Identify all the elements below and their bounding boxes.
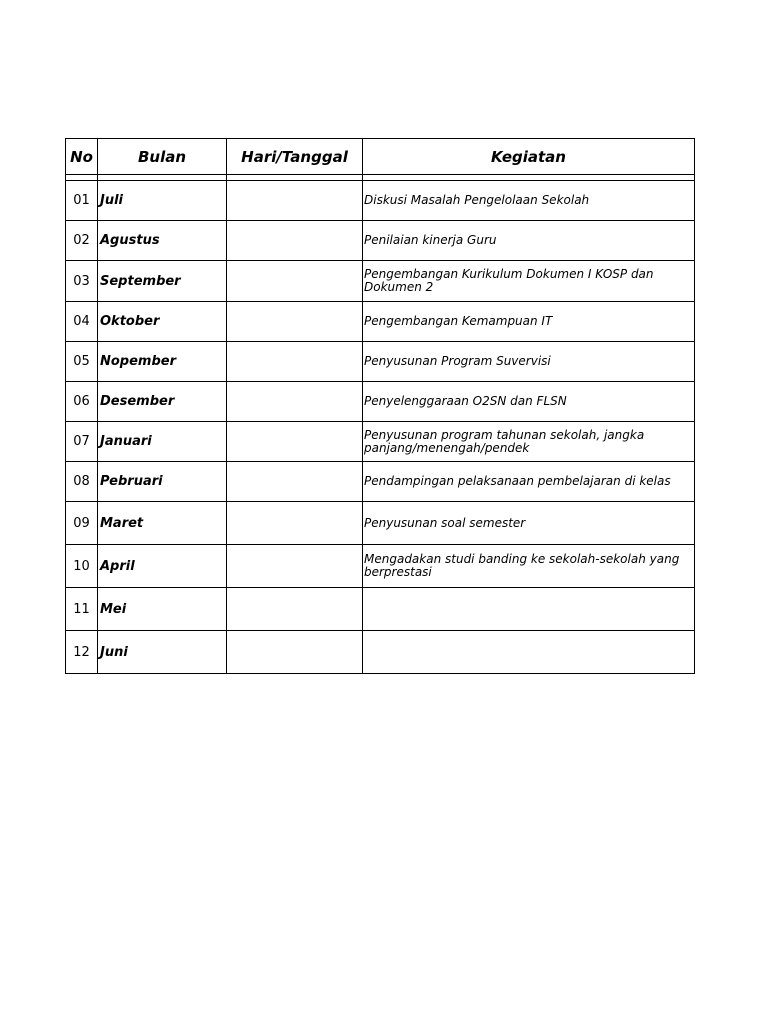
row-no: 03 xyxy=(66,261,98,302)
row-no: 05 xyxy=(66,342,98,382)
header-kegiatan: Kegiatan xyxy=(363,139,695,175)
row-kegiatan: Pengembangan Kemampuan IT xyxy=(363,302,695,342)
table-row xyxy=(66,588,695,631)
table-row xyxy=(66,545,695,588)
row-hari-tanggal xyxy=(227,588,363,631)
table-row xyxy=(66,221,695,261)
row-hari-tanggal xyxy=(227,342,363,382)
row-hari-tanggal xyxy=(227,181,363,221)
row-kegiatan: Penyusunan program tahunan sekolah, jangka panjang/menengah/pendek xyxy=(363,422,695,462)
table-row xyxy=(66,382,695,422)
table-row xyxy=(66,181,695,221)
row-kegiatan: Pendampingan pelaksanaan pembelajaran di kelas xyxy=(363,462,695,502)
row-no: 09 xyxy=(66,502,98,545)
row-no: 12 xyxy=(66,631,98,674)
row-hari-tanggal xyxy=(227,631,363,674)
row-kegiatan xyxy=(363,588,695,631)
row-bulan: Oktober xyxy=(98,302,227,342)
row-kegiatan xyxy=(363,631,695,674)
row-bulan: Agustus xyxy=(98,221,227,261)
row-hari-tanggal xyxy=(227,462,363,502)
table-row xyxy=(66,502,695,545)
row-bulan: Juli xyxy=(98,181,227,221)
row-hari-tanggal xyxy=(227,221,363,261)
row-no: 04 xyxy=(66,302,98,342)
table-row xyxy=(66,302,695,342)
row-no: 07 xyxy=(66,422,98,462)
row-no: 08 xyxy=(66,462,98,502)
table-header-row xyxy=(66,139,695,175)
row-hari-tanggal xyxy=(227,545,363,588)
row-kegiatan: Mengadakan studi banding ke sekolah-sekolah yang berprestasi xyxy=(363,545,695,588)
row-kegiatan: Penyusunan Program Suvervisi xyxy=(363,342,695,382)
row-bulan: Desember xyxy=(98,382,227,422)
row-hari-tanggal xyxy=(227,261,363,302)
row-bulan: Nopember xyxy=(98,342,227,382)
row-hari-tanggal xyxy=(227,302,363,342)
table-row xyxy=(66,261,695,302)
row-no: 01 xyxy=(66,181,98,221)
row-hari-tanggal xyxy=(227,382,363,422)
row-hari-tanggal xyxy=(227,502,363,545)
row-hari-tanggal xyxy=(227,422,363,462)
header-bulan: Bulan xyxy=(98,139,227,175)
row-kegiatan: Penyelenggaraan O2SN dan FLSN xyxy=(363,382,695,422)
table-row xyxy=(66,342,695,382)
header-no: No xyxy=(66,139,98,175)
activity-table xyxy=(65,138,695,674)
row-bulan: Maret xyxy=(98,502,227,545)
table-row xyxy=(66,462,695,502)
row-no: 06 xyxy=(66,382,98,422)
row-kegiatan: Penyusunan soal semester xyxy=(363,502,695,545)
row-bulan: April xyxy=(98,545,227,588)
row-no: 02 xyxy=(66,221,98,261)
header-hari-tanggal: Hari/Tanggal xyxy=(227,139,363,175)
row-bulan: Juni xyxy=(98,631,227,674)
row-bulan: September xyxy=(98,261,227,302)
row-no: 10 xyxy=(66,545,98,588)
row-bulan: Pebruari xyxy=(98,462,227,502)
row-kegiatan: Diskusi Masalah Pengelolaan Sekolah xyxy=(363,181,695,221)
row-bulan: Januari xyxy=(98,422,227,462)
row-no: 11 xyxy=(66,588,98,631)
table-row xyxy=(66,631,695,674)
row-kegiatan: Penilaian kinerja Guru xyxy=(363,221,695,261)
row-kegiatan: Pengembangan Kurikulum Dokumen I KOSP dan Dokumen 2 xyxy=(363,261,695,302)
row-bulan: Mei xyxy=(98,588,227,631)
table-row xyxy=(66,422,695,462)
